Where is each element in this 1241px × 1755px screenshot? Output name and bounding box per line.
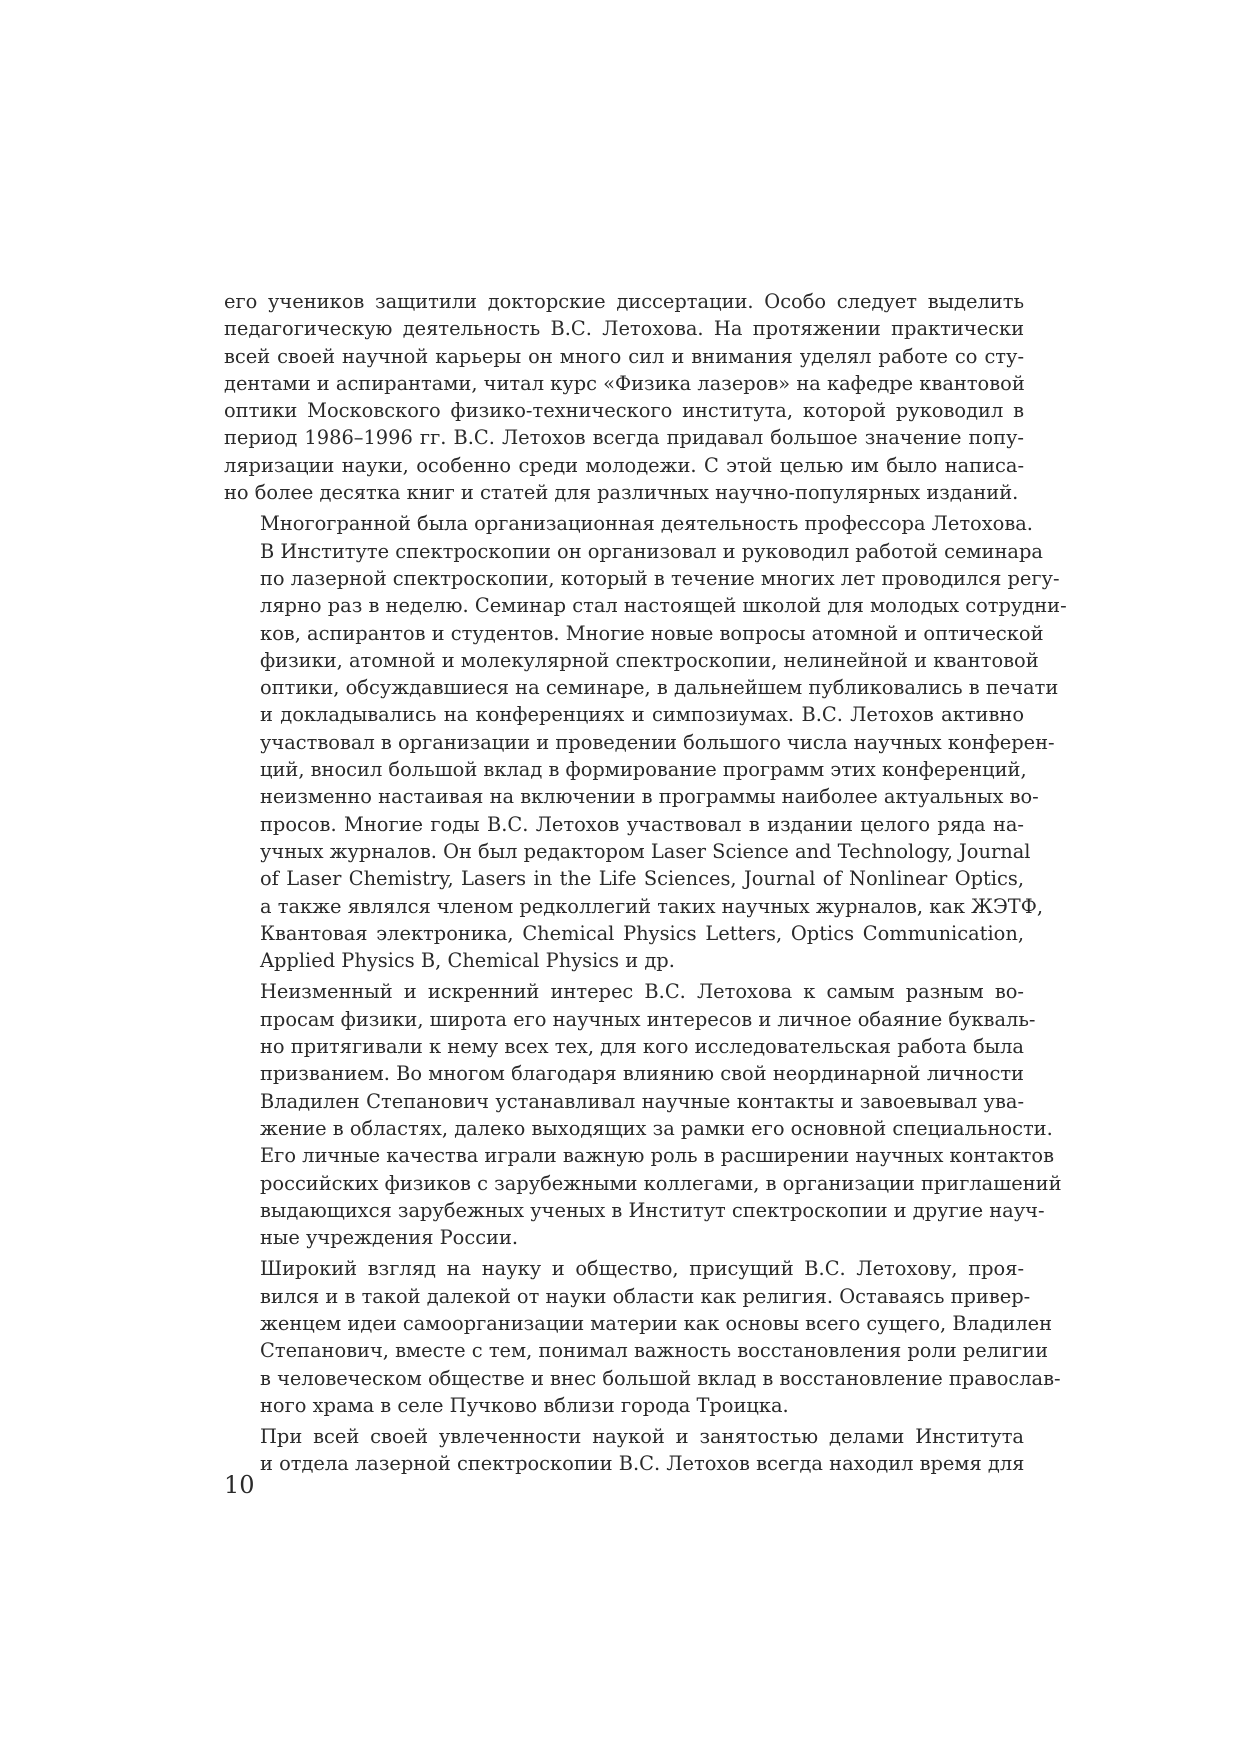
text-line: женцем идеи самоорганизации материи как основы всего сущего, Владилен xyxy=(260,1311,1053,1335)
text-line: of Laser Chemistry, Lasers in the Life Sciences, Journal of Nonlinear Optics, xyxy=(260,867,1024,891)
text-line: ляризации науки, особенно среди молодежи. С этой целью им было написа- xyxy=(224,453,1024,477)
text-line: Степанович, вместе с тем, понимал важность восстановления роли религии xyxy=(260,1339,1049,1363)
text-line: призванием. Во многом благодаря влиянию свой неординарной личности xyxy=(260,1062,1024,1086)
text-line: выдающихся зарубежных ученых в Институт спектроскопии и другие науч- xyxy=(260,1198,1045,1222)
text-line: лярно раз в неделю. Семинар стал настоящей школой для молодых сотрудни- xyxy=(260,594,1067,618)
text-line: всей своей научной карьеры он много сил и внимания уделял работе со сту- xyxy=(224,344,1024,368)
text-line: Неизменный и искренний интерес В.С. Летохова к самым разным во- xyxy=(260,980,1024,1004)
text-line: Applied Physics B, Chemical Physics и др. xyxy=(260,949,675,973)
body-text xyxy=(224,288,1067,1478)
text-line: Его личные качества играли важную роль в расширении научных контактов xyxy=(260,1144,1054,1168)
text-line: физики, атомной и молекулярной спектроскопии, нелинейной и квантовой xyxy=(260,648,1039,672)
text-line: участвовал в организации и проведении большого числа научных конферен- xyxy=(260,730,1055,754)
text-line: вился и в такой далекой от науки области как религия. Оставаясь привер- xyxy=(260,1284,1031,1308)
text-line: его учеников защитили докторские диссертации. Особо следует выделить xyxy=(224,290,1024,313)
text-line: и докладывались на конференциях и симпозиумах. В.С. Летохов активно xyxy=(260,703,1024,727)
text-line: период 1986–1996 гг. В.С. Летохов всегда придавал большое значение попу- xyxy=(224,426,1024,450)
text-line: Широкий взгляд на науку и общество, присущий В.С. Летохову, проя- xyxy=(260,1257,1024,1281)
text-line: просам физики, широта его научных интересов и личное обаяние букваль- xyxy=(260,1007,1036,1031)
paragraph xyxy=(224,1255,1061,1419)
text-line: просов. Многие годы В.С. Летохов участвовал в издании целого ряда на- xyxy=(260,812,1024,836)
text-line: Квантовая электроника, Chemical Physics Letters, Optics Communication, xyxy=(260,921,1024,945)
text-line: ного храма в селе Пучково вблизи города Троицка. xyxy=(260,1393,789,1417)
text-line: и отдела лазерной спектроскопии В.С. Летохов всегда находил время для xyxy=(260,1452,1025,1476)
text-line: но более десятка книг и статей для различных научно-популярных изданий. xyxy=(224,481,1019,505)
text-line: В Институте спектроскопии он организовал и руководил работой семинара xyxy=(260,539,1043,563)
text-line: При всей своей увлеченности наукой и занятостью делами Института xyxy=(260,1425,1024,1449)
text-line: педагогическую деятельность В.С. Летохова. На протяжении практически xyxy=(224,317,1024,341)
paragraph xyxy=(224,288,1024,506)
text-line: а также являлся членом редколлегий таких научных журналов, как ЖЭТФ, xyxy=(260,894,1044,918)
text-line: ков, аспирантов и студентов. Многие новые вопросы атомной и оптической xyxy=(260,621,1044,645)
text-line: российских физиков с зарубежными коллегами, в организации приглашений xyxy=(260,1171,1062,1195)
text-line: Владилен Степанович устанавливал научные контакты и завоевывал ува- xyxy=(260,1089,1024,1113)
text-line: по лазерной спектроскопии, который в течение многих лет проводился регу- xyxy=(260,566,1060,590)
text-line: оптики Московского физико-технического института, которой руководил в xyxy=(224,399,1024,423)
text-line: но притягивали к нему всех тех, для кого исследовательская работа была xyxy=(260,1035,1024,1059)
text-line: Многогранной была организационная деятельность профессора Летохова. xyxy=(260,512,1033,536)
paragraph xyxy=(224,978,1062,1251)
text-line: оптики, обсуждавшиеся на семинаре, в дальнейшем публиковались в печати xyxy=(260,676,1059,700)
text-line: учных журналов. Он был редактором Laser Science and Technology, Journal xyxy=(260,839,1031,863)
page-number: 10 xyxy=(224,1471,255,1499)
text-line: ные учреждения России. xyxy=(260,1226,519,1250)
paragraph xyxy=(224,510,1067,974)
text-line: жение в областях, далеко выходящих за рамки его основной специальности. xyxy=(260,1116,1053,1140)
text-line: ций, вносил большой вклад в формирование программ этих конференций, xyxy=(260,758,1027,782)
text-line: неизменно настаивая на включении в программы наиболее актуальных во- xyxy=(260,785,1039,809)
text-line: дентами и аспирантами, читал курс «Физика лазеров» на кафедре квантовой xyxy=(224,371,1025,395)
paragraph xyxy=(224,1423,1024,1478)
text-line: в человеческом обществе и внес большой вклад в восстановление православ- xyxy=(260,1366,1061,1390)
